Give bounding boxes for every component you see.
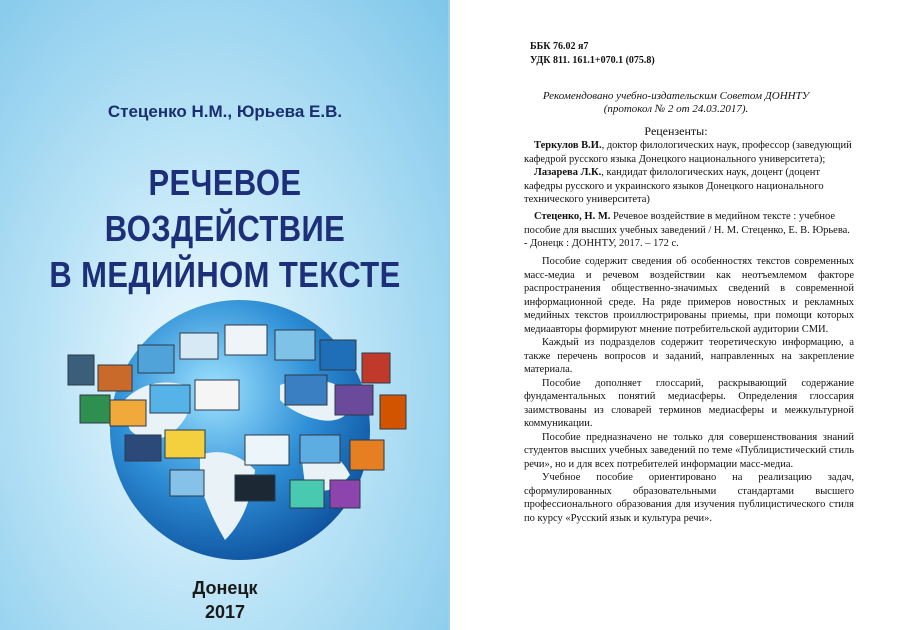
- classification-codes: [530, 40, 655, 68]
- cover-city: Донецк: [192, 578, 258, 598]
- cover-title-line-1: РЕЧЕВОЕ ВОЗДЕЙСТВИЕ: [104, 162, 346, 249]
- annotation-paragraph: Пособие предназначено не только для совершенствования знаний студентов высших учебных заведений по теме «Публицистический стиль речи», но и для всех потребителей информации масс-медиа.: [524, 431, 854, 470]
- reviewers-heading: Рецензенты:: [644, 124, 708, 138]
- bbk-code: ББК 76.02 я7: [530, 41, 589, 52]
- bibliographic-record: [524, 210, 854, 251]
- annotation-paragraph: Пособие дополняет глоссарий, раскрывающий содержание фундаментальных понятий медиасферы. Определения глоссария заимствованы из словарей терминов медиасферы и межкультурной коммуникации.: [524, 377, 854, 429]
- title-page-reverse: [452, 0, 900, 630]
- biblio-description: Речевое воздействие в медийном тексте : учебное пособие для высших учебных заведений / Н. М. Стеценко, Е. В. Юрьева. - Донецк : ДОННТУ, 2017. – 172 с.: [524, 211, 850, 249]
- recommendation-note: [452, 90, 900, 116]
- annotation-paragraph: Каждый из подразделов содержит теоретическую информацию, а также перечень вопросов и заданий, направленных на закрепление материала.: [524, 337, 854, 375]
- cover-title: [32, 160, 419, 298]
- reviewer-1-details: , доктор филологических наук, профессор (заведующий кафедрой русского языка Донецкого национального университета);: [524, 140, 852, 165]
- biblio-author: Стеценко, Н. М.: [534, 211, 611, 222]
- cover-year: 2017: [204, 602, 246, 622]
- reviewer-2-details: , кандидат филологических наук, доцент (доцент кафедры русского и украинского языков Донецкого национального технического университета): [524, 167, 824, 205]
- annotation-paragraph: Учебное пособие ориентировано на реализацию задач, сформулированных образовательными стандартами высшего профессионального образования для изучения публицистического стиля по курсу «Русский язык и культура речи».: [524, 472, 854, 524]
- recommendation-line-2: (протокол № 2 от 24.03.2017).: [603, 103, 749, 115]
- cover-authors: Стеценко Н.М., Юрьева Е.В.: [107, 102, 343, 121]
- reviewer-1-name: Теркулов В.И.: [534, 140, 602, 151]
- recommendation-line-1: Рекомендовано учебно-издательским Советом ДОННТУ: [542, 90, 810, 102]
- reviewer-1: [524, 139, 854, 166]
- annotation-paragraph: Пособие содержит сведения об особенностях текстов современных масс-медиа и речевом воздействии как неотъемлемом факторе распространения общественно-значимых сведений в современной информационной среде. На ряде примеров новостных и рекламных медийных текстов проиллюстрированы приемы, при помощи которых медиаавторы формируют мнение потребительской аудитории СМИ.: [524, 256, 854, 335]
- reviewer-2: [524, 166, 854, 207]
- globe-illustration: [50, 285, 430, 565]
- udk-code: УДК 811. 161.1+070.1 (075.8): [530, 55, 655, 66]
- cover-title-line-2: В МЕДИЙНОМ ТЕКСТЕ: [49, 254, 401, 295]
- annotation: [524, 255, 854, 525]
- reviewer-2-name: Лазарева Л.К.: [534, 167, 602, 178]
